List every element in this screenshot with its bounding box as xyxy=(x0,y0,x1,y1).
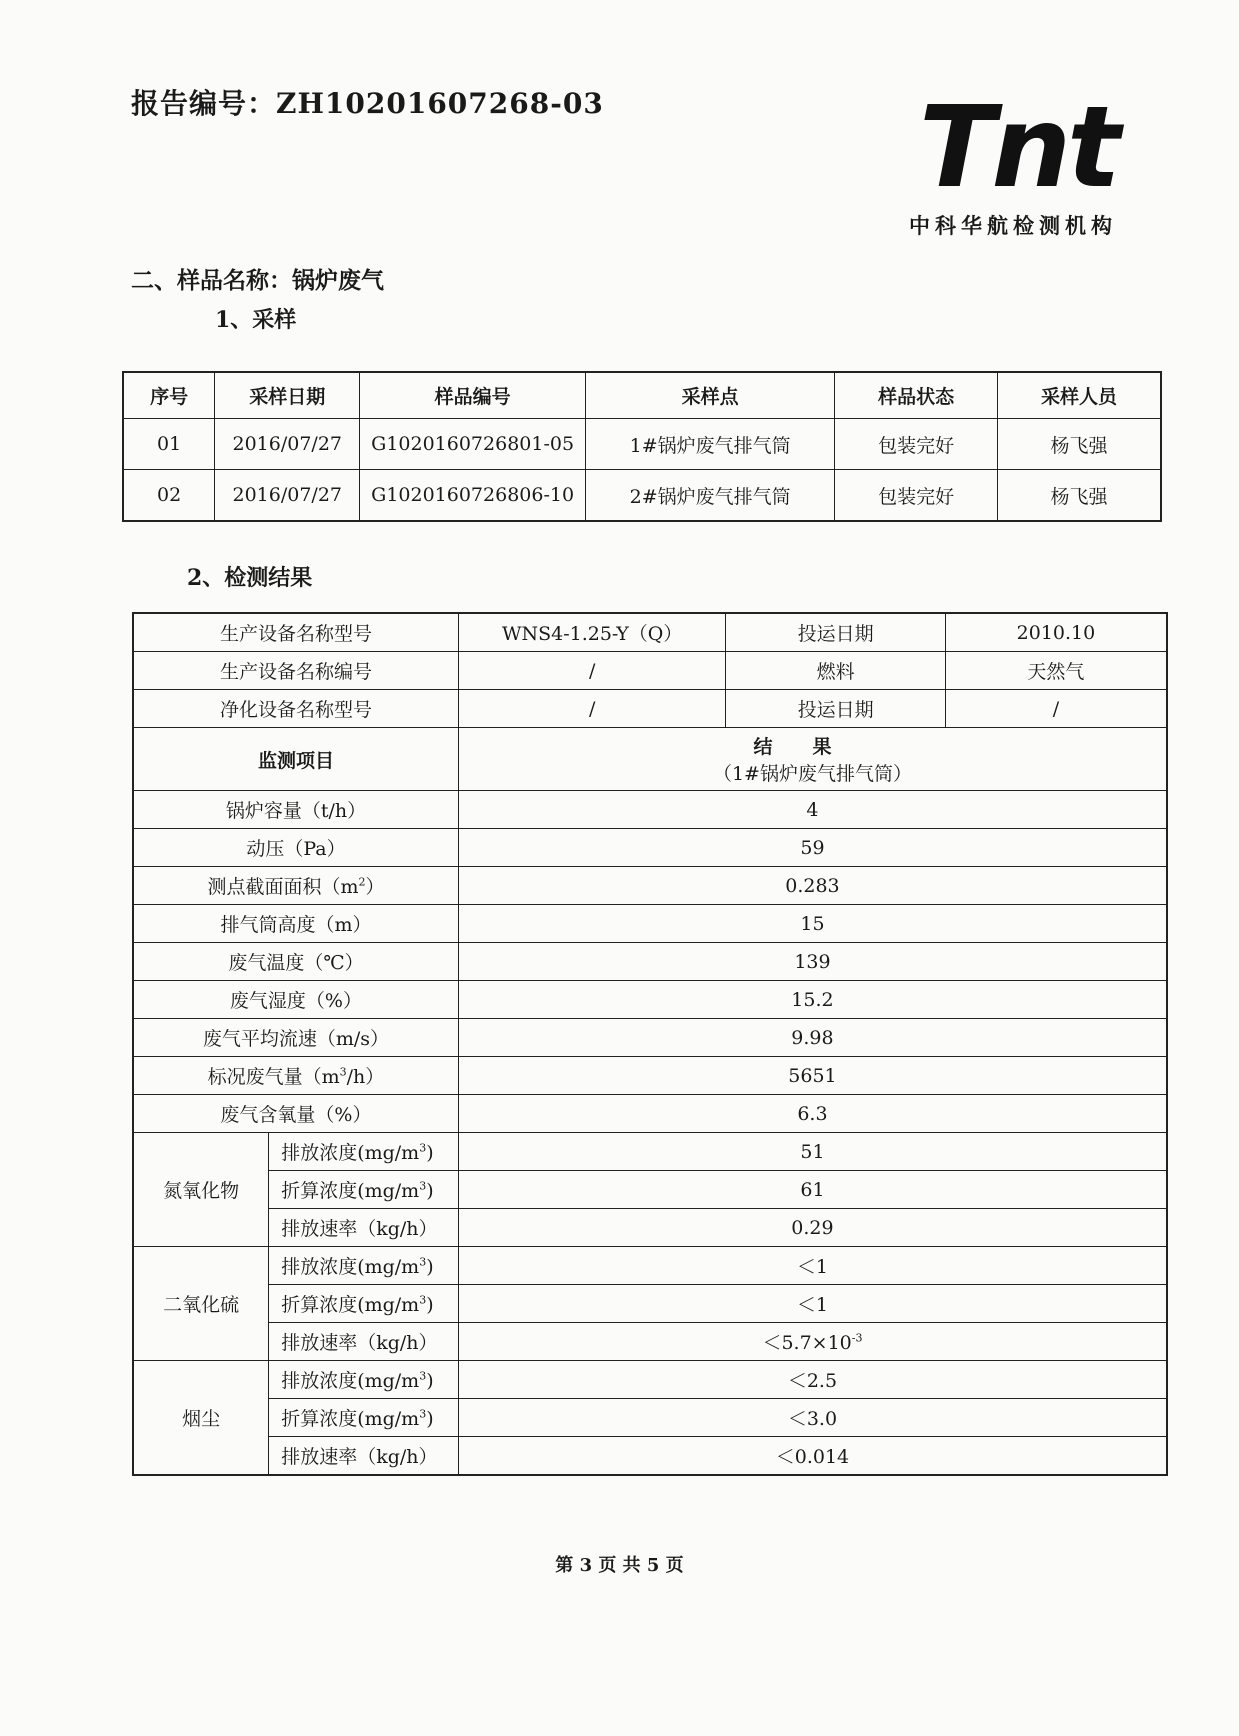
pollutant-value-text: 61 xyxy=(800,1178,825,1201)
pollutant-metric-label xyxy=(269,1399,459,1437)
sampling-cell: 2#锅炉废气排气筒 xyxy=(586,470,835,522)
pollutant-value-text: ＜3.0 xyxy=(787,1408,838,1430)
pollutant-value-text: ＜0.014 xyxy=(775,1446,850,1468)
pollutant-name: 氮氧化物 xyxy=(133,1133,269,1247)
pollutant-metric-suffix: ) xyxy=(426,1370,434,1392)
parameter-value: 4 xyxy=(458,791,1167,829)
pollutant-value-text: 0.29 xyxy=(791,1216,834,1239)
sampling-cell: G1020160726806-10 xyxy=(360,470,586,522)
pollutant-value-text: ＜1 xyxy=(796,1256,828,1278)
sampling-cell: G1020160726801-05 xyxy=(360,419,586,470)
parameter-label xyxy=(133,1019,458,1057)
parameter-label-sup: 2 xyxy=(358,875,366,889)
pollutant-value xyxy=(458,1209,1167,1247)
pollutant-metric-text: 排放浓度(mg/m xyxy=(281,1256,420,1278)
pollutant-metric-label xyxy=(269,1247,459,1285)
section-title: 二、样品名称：锅炉废气 xyxy=(131,267,384,294)
parameter-row xyxy=(133,981,1167,1019)
sampling-cell: 2016/07/27 xyxy=(215,419,360,470)
pollutant-name: 二氧化硫 xyxy=(133,1247,269,1361)
monitoring-item-header: 监测项目 xyxy=(133,728,458,791)
equipment-label-2: 投运日期 xyxy=(726,613,945,652)
equipment-row xyxy=(133,613,1167,652)
pollutant-row xyxy=(133,1323,1167,1361)
pollutant-value xyxy=(458,1399,1167,1437)
sampling-row xyxy=(123,470,1161,522)
result-header xyxy=(458,728,1167,791)
sampling-table xyxy=(122,371,1162,522)
pollutant-name: 烟尘 xyxy=(133,1361,269,1476)
sampling-row xyxy=(123,419,1161,470)
equipment-value-2: 天然气 xyxy=(945,652,1167,690)
equipment-value: / xyxy=(458,690,725,728)
sampling-header-cell: 序号 xyxy=(123,372,215,419)
pollutant-row xyxy=(133,1171,1167,1209)
pollutant-metric-sup: 3 xyxy=(419,1255,427,1269)
parameter-value: 15.2 xyxy=(458,981,1167,1019)
pollutant-metric-label xyxy=(269,1361,459,1399)
parameter-label xyxy=(133,905,458,943)
pollutant-row xyxy=(133,1285,1167,1323)
equipment-label-2: 投运日期 xyxy=(726,690,945,728)
pollutant-metric-label xyxy=(269,1323,459,1361)
parameter-label-suffix: ） xyxy=(365,876,385,898)
logo-mark: Tnt xyxy=(919,83,1117,213)
pollutant-metric-sup: 3 xyxy=(419,1141,427,1155)
pollutant-metric-suffix: ) xyxy=(426,1408,434,1430)
sampling-cell: 包装完好 xyxy=(835,419,998,470)
pollutant-row xyxy=(133,1247,1167,1285)
pollutant-value-exponent: -3 xyxy=(851,1331,863,1345)
pollutant-metric-text: 排放速率（kg/h） xyxy=(281,1332,438,1354)
pollutant-value xyxy=(458,1437,1167,1476)
parameter-row xyxy=(133,1057,1167,1095)
report-number xyxy=(131,82,604,122)
parameter-value: 15 xyxy=(458,905,1167,943)
parameter-value: 139 xyxy=(458,943,1167,981)
parameter-label-text: 废气湿度（%） xyxy=(229,990,362,1012)
parameter-label xyxy=(133,1057,458,1095)
parameter-row xyxy=(133,905,1167,943)
equipment-value: WNS4-1.25-Y（Q） xyxy=(458,613,725,652)
sampling-cell: 1#锅炉废气排气筒 xyxy=(586,419,835,470)
report-number-label: 报告编号： xyxy=(131,87,277,120)
parameter-label-text: 废气含氧量（%） xyxy=(220,1104,372,1126)
pollutant-metric-text: 折算浓度(mg/m xyxy=(281,1294,420,1316)
parameter-label xyxy=(133,981,458,1019)
parameter-value: 0.283 xyxy=(458,867,1167,905)
pollutant-row xyxy=(133,1399,1167,1437)
sampling-header-cell: 样品编号 xyxy=(360,372,586,419)
parameter-label-text: 动压（Pa） xyxy=(246,838,346,860)
results-title: 2、检测结果 xyxy=(187,565,313,591)
pollutant-metric-suffix: ) xyxy=(426,1142,434,1164)
pollutant-metric-suffix: ) xyxy=(426,1180,434,1202)
pollutant-value xyxy=(458,1247,1167,1285)
pollutant-metric-text: 排放速率（kg/h） xyxy=(281,1446,438,1468)
equipment-label-2: 燃料 xyxy=(726,652,945,690)
pollutant-metric-label xyxy=(269,1133,459,1171)
pollutant-value-text: 51 xyxy=(800,1140,825,1163)
sampling-header-cell: 采样人员 xyxy=(997,372,1161,419)
result-header-subtitle: （1#锅炉废气排气筒） xyxy=(712,763,912,785)
parameter-row xyxy=(133,943,1167,981)
pollutant-metric-text: 折算浓度(mg/m xyxy=(281,1408,420,1430)
pollutant-metric-suffix: ) xyxy=(426,1256,434,1278)
results-header-row xyxy=(133,728,1167,791)
pollutant-metric-sup: 3 xyxy=(419,1179,427,1193)
pollutant-row xyxy=(133,1437,1167,1476)
pollutant-value-text: ＜2.5 xyxy=(787,1370,838,1392)
equipment-value: / xyxy=(458,652,725,690)
parameter-value: 59 xyxy=(458,829,1167,867)
parameter-label xyxy=(133,1095,458,1133)
pollutant-metric-label xyxy=(269,1285,459,1323)
sampling-cell: 杨飞强 xyxy=(997,419,1161,470)
sampling-cell: 杨飞强 xyxy=(997,470,1161,522)
pollutant-metric-sup: 3 xyxy=(419,1293,427,1307)
pollutant-metric-label xyxy=(269,1171,459,1209)
pollutant-metric-label xyxy=(269,1437,459,1476)
pollutant-metric-text: 折算浓度(mg/m xyxy=(281,1180,420,1202)
sampling-cell: 01 xyxy=(123,419,215,470)
parameter-label-sup: 3 xyxy=(339,1065,347,1079)
sampling-title: 1、采样 xyxy=(215,307,297,333)
pollutant-row xyxy=(133,1361,1167,1399)
result-header-title: 结果 xyxy=(753,736,872,758)
sampling-header-row xyxy=(123,372,1161,419)
sampling-header-cell: 采样日期 xyxy=(215,372,360,419)
pollutant-metric-text: 排放浓度(mg/m xyxy=(281,1370,420,1392)
parameter-label-suffix: /h） xyxy=(346,1066,385,1088)
results-table xyxy=(132,612,1168,1476)
report-number-value: ZH10201607268-03 xyxy=(276,87,604,120)
equipment-label: 生产设备名称编号 xyxy=(133,652,458,690)
sampling-cell: 02 xyxy=(123,470,215,522)
page-footer: 第 3 页 共 5 页 xyxy=(555,1555,684,1576)
sampling-cell: 2016/07/27 xyxy=(215,470,360,522)
pollutant-value xyxy=(458,1133,1167,1171)
parameter-label-text: 废气平均流速（m/s） xyxy=(202,1028,390,1050)
equipment-row xyxy=(133,690,1167,728)
pollutant-value-text: ＜5.7×10 xyxy=(762,1332,852,1354)
parameter-label-text: 测点截面面积（m xyxy=(207,876,359,898)
pollutant-metric-sup: 3 xyxy=(419,1407,427,1421)
pollutant-value xyxy=(458,1361,1167,1399)
parameter-row xyxy=(133,1019,1167,1057)
pollutant-value-text: ＜1 xyxy=(796,1294,828,1316)
parameter-label-text: 锅炉容量（t/h） xyxy=(225,800,367,822)
equipment-label: 生产设备名称型号 xyxy=(133,613,458,652)
parameter-row xyxy=(133,1095,1167,1133)
equipment-row xyxy=(133,652,1167,690)
sampling-cell: 包装完好 xyxy=(835,470,998,522)
pollutant-value xyxy=(458,1171,1167,1209)
logo-subtitle: 中科华航检测机构 xyxy=(909,214,1117,238)
pollutant-metric-text: 排放速率（kg/h） xyxy=(281,1218,438,1240)
pollutant-value xyxy=(458,1323,1167,1361)
pollutant-row xyxy=(133,1209,1167,1247)
pollutant-metric-sup: 3 xyxy=(419,1369,427,1383)
parameter-value: 5651 xyxy=(458,1057,1167,1095)
parameter-label-text: 标况废气量（m xyxy=(207,1066,340,1088)
parameter-row xyxy=(133,867,1167,905)
pollutant-row xyxy=(133,1133,1167,1171)
parameter-row xyxy=(133,829,1167,867)
pollutant-value xyxy=(458,1285,1167,1323)
parameter-label xyxy=(133,829,458,867)
parameter-value: 6.3 xyxy=(458,1095,1167,1133)
company-logo xyxy=(905,83,1145,240)
equipment-label: 净化设备名称型号 xyxy=(133,690,458,728)
sampling-header-cell: 样品状态 xyxy=(835,372,998,419)
equipment-value-2: 2010.10 xyxy=(945,613,1167,652)
parameter-label-text: 废气温度（℃） xyxy=(228,952,364,974)
sampling-header-cell: 采样点 xyxy=(586,372,835,419)
parameter-label-text: 排气筒高度（m） xyxy=(220,914,372,936)
pollutant-metric-text: 排放浓度(mg/m xyxy=(281,1142,420,1164)
equipment-value-2: / xyxy=(945,690,1167,728)
parameter-value: 9.98 xyxy=(458,1019,1167,1057)
parameter-label xyxy=(133,791,458,829)
parameter-row xyxy=(133,791,1167,829)
parameter-label xyxy=(133,867,458,905)
parameter-label xyxy=(133,943,458,981)
pollutant-metric-label xyxy=(269,1209,459,1247)
pollutant-metric-suffix: ) xyxy=(426,1294,434,1316)
